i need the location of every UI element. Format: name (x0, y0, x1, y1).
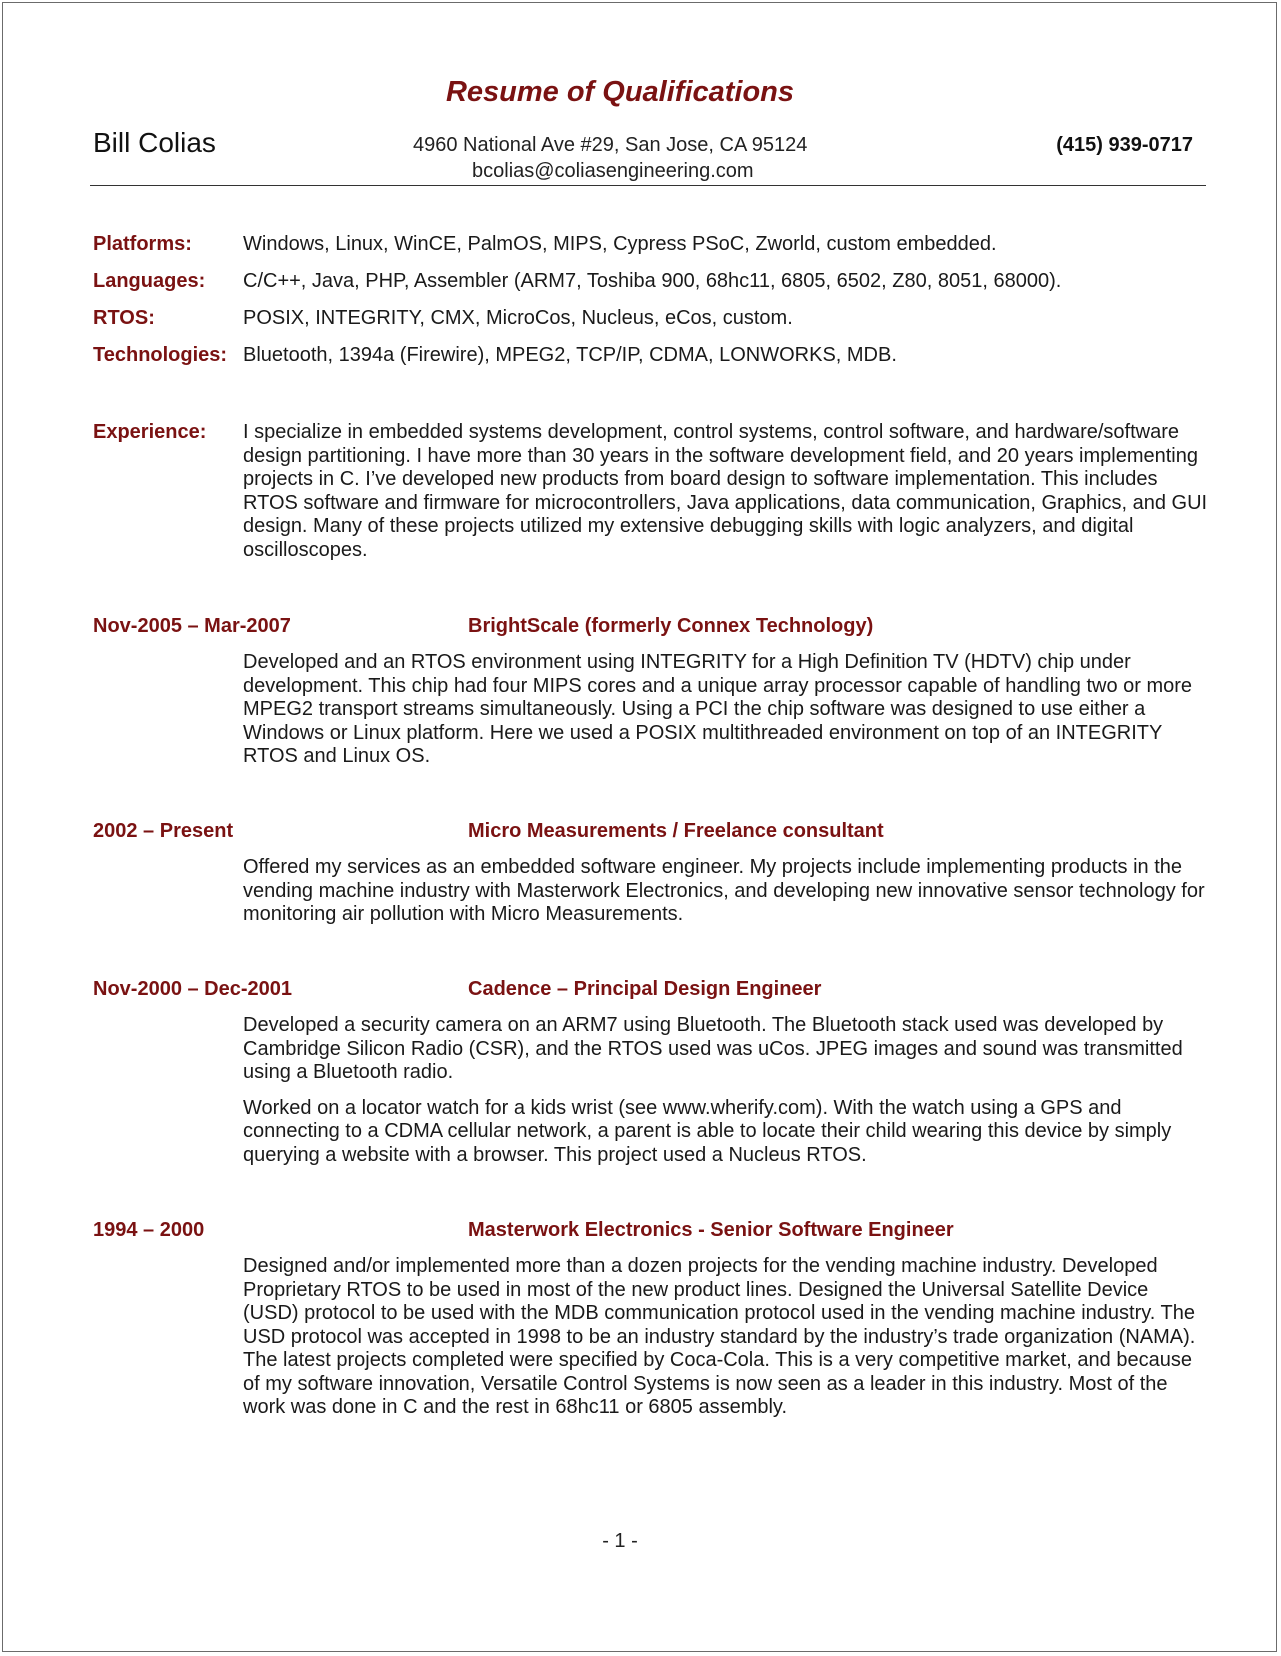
skill-value: C/C++, Java, PHP, Assembler (ARM7, Toshiba 900, 68hc11, 6805, 6502, Z80, 8051, 68000). (243, 270, 1062, 292)
job-description (243, 1255, 1208, 1432)
job-dates: Nov-2000 – Dec-2001 (93, 978, 293, 1000)
skill-value: Bluetooth, 1394a (Firewire), MPEG2, TCP/IP, CDMA, LONWORKS, MDB. (243, 344, 897, 366)
job-dates: Nov-2005 – Mar-2007 (93, 615, 291, 637)
job-paragraph: Offered my services as an embedded software engineer. My projects include implementing products in the vending machine industry with Masterwork Electronics, and developing new innovative sensor technology for monitoring air pollution with Micro Measurements. (243, 856, 1205, 925)
job-description (243, 1014, 1208, 1179)
job-paragraph: Developed and an RTOS environment using INTEGRITY for a High Definition TV (HDTV) chip under development. This chip had four MIPS cores and a unique array processor capable of handling two or more MPEG2 transport streams simultaneously. Using a PCI the chip software was designed to use either a Windows or Linux platform. Here we used a POSIX multithreaded environment on top of an INTEGRITY RTOS and Linux OS. (243, 651, 1193, 767)
skill-row-languages (93, 270, 1213, 307)
job-company: Masterwork Electronics - Senior Software Engineer (468, 1219, 954, 1241)
candidate-name: Bill Colias (93, 127, 216, 158)
job-paragraph: Worked on a locator watch for a kids wrist (see www.wherify.com). With the watch using a GPS and connecting to a CDMA cellular network, a parent is able to locate their child wearing this device by simply querying a website with a browser. This project used a Nucleus RTOS. (243, 1096, 1172, 1166)
job-description (243, 651, 1208, 781)
page-number: - 1 - (602, 1530, 638, 1552)
job-dates: 1994 – 2000 (93, 1219, 205, 1241)
job-paragraph: Developed a security camera on an ARM7 using Bluetooth. The Bluetooth stack used was developed by Cambridge Silicon Radio (CSR), and the RTOS used was uCos. JPEG images and sound was transmitted using a Bluetooth radio. (243, 1014, 1183, 1083)
experience-label: Experience: (93, 421, 207, 443)
header-divider (90, 185, 1206, 186)
skill-value: Windows, Linux, WinCE, PalmOS, MIPS, Cypress PSoC, Zworld, custom embedded. (243, 233, 997, 255)
job-company: Micro Measurements / Freelance consultant (468, 820, 884, 842)
skill-row-platforms (93, 233, 1213, 270)
skills-section (93, 233, 1213, 381)
skill-row-technologies (93, 344, 1213, 381)
job-dates: 2002 – Present (93, 820, 234, 842)
experience-text: I specialize in embedded systems development, control systems, control software, and hardware/software design partitioning. I have more than 30 years in the software development field, and 20 years implementing projects in C. I’ve developed new products from board design to software implementation. This includes RTOS software and firmware for microcontrollers, Java applications, data communication, Graphics, and GUI design. Many of these projects utilized my extensive debugging skills with logic analyzers, and digital oscilloscopes. (243, 421, 1208, 561)
skill-label: RTOS: (93, 307, 155, 329)
skill-row-rtos (93, 307, 1213, 344)
skill-label: Languages: (93, 270, 206, 292)
job-company: BrightScale (formerly Connex Technology) (468, 615, 874, 637)
email-address: bcolias@coliasengineering.com (472, 160, 754, 182)
phone-number: (415) 939-0717 (1056, 134, 1193, 156)
skill-label: Technologies: (93, 344, 228, 366)
job-company: Cadence – Principal Design Engineer (468, 978, 822, 1000)
skill-value: POSIX, INTEGRITY, CMX, MicroCos, Nucleus, eCos, custom. (243, 307, 793, 329)
job-description (243, 856, 1208, 939)
skill-label: Platforms: (93, 233, 192, 255)
contact-header (93, 125, 1193, 185)
address: 4960 National Ave #29, San Jose, CA 95124 (413, 134, 808, 156)
document-title: Resume of Qualifications (445, 76, 795, 108)
job-paragraph: Designed and/or implemented more than a dozen projects for the vending machine industry. Developed Proprietary RTOS to be used in most of the new product lines. Designed the Universal Satellite Device (USD) protocol to be used with the MDB communication protocol used in the vending machine industry. The USD protocol was accepted in 1998 to be an industry standard by the industry’s trade organization (NAMA). The latest projects completed were specified by Coca-Cola. This is a very competitive market, and because of my software innovation, Versatile Control Systems is now seen as a leader in this industry. Most of the work was done in C and the rest in 68hc11 or 6805 assembly. (243, 1255, 1196, 1418)
